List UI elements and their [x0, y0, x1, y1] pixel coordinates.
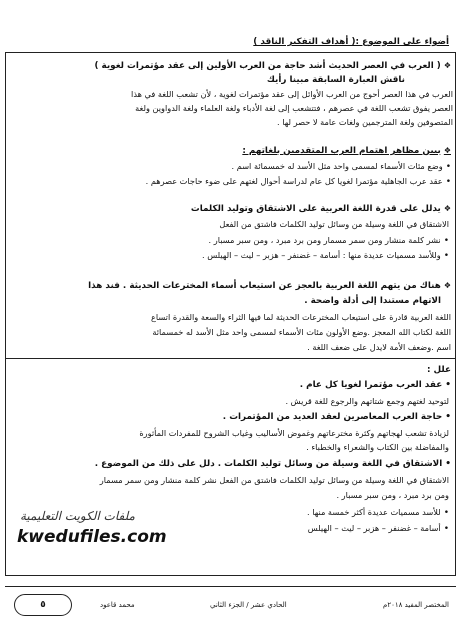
section-4-heading: الاتهام مستندا إلى أدلة واضحة . — [304, 296, 441, 306]
list-item: •عقد عرب الجاهلية مؤتمرا لغويا كل عام لدراسة أحوال لغتهم على ضوء حاجات عصرهم . — [145, 176, 451, 187]
diamond-bullet-icon: ❖ — [443, 204, 451, 213]
section-4-line: اللغة العربية قادرة على استيعاب المخترعات الحديثة لما فيها الثراء والسعة والقدرة اتساع — [151, 312, 451, 322]
reason-text: ومن برد مبرد ، ومن سبر مسبار . — [336, 490, 449, 500]
list-item: •نشر كلمة منشار ومن سمر مسمار ومن برد مبرد ، ومن سبر مسبار . — [208, 235, 449, 246]
section-1-line: العرب في هذا العصر أحوج من العرب الأوائل إلى عقد مؤتمرات لغوية ، لأن تشعب اللغة في هذا — [131, 89, 453, 99]
bullet-icon: • — [445, 412, 451, 422]
footer-grade: الحادي عشر / الجزء الثاني — [210, 601, 287, 609]
section-3-line: الاشتقاق في اللغة وسيلة من وسائل توليد الكلمات فاشتق من الفعل — [219, 219, 449, 229]
section-1-heading: ❖( العرب في العصر الحديث أشد حاجة من العرب الأولين إلى عقد مؤتمرات لغوية ) — [94, 61, 451, 71]
section-2-heading: ❖بيين مظاهر اهتمام العرب المتقدمين بلغاتهم : — [242, 146, 451, 156]
section-5-label: علل : — [426, 365, 451, 375]
watermark-link[interactable]: kwedufiles.com — [17, 527, 167, 547]
bullet-icon: • — [443, 524, 449, 534]
bullet-icon: • — [445, 162, 451, 172]
bullet-icon: • — [443, 236, 449, 246]
reason-text: لزيادة تشعب لهجاتهم وكثرة مخترعاتهم وغموض الأساليب وغياب الشروح للمفردات المأثورة — [139, 428, 449, 438]
section-1-subheading: ناقش العبارة السابقة مبينا رأيك — [266, 75, 405, 85]
section-3-heading: ❖يدلل على قدرة اللغة العربية على الاشتقاق وتوليد الكلمات — [190, 204, 451, 214]
list-item: •أسامة – غضنفر – هزبر – ليث – الهيلس — [307, 523, 449, 534]
bullet-icon: • — [445, 459, 451, 469]
bullet-icon: • — [443, 251, 449, 261]
reason-text: الاشتقاق في اللغة وسيلة من وسائل توليد الكلمات فاشتق من الفعل نشر كلمة منشار ومن سمر مسمار — [99, 475, 449, 485]
reason-text: لتوحيد لغتهم وجمع شتاتهم والرجوع للغة قريش . — [285, 396, 449, 406]
section-4-heading: ❖هناك من يتهم اللغة العربية بالعجز عن استيعاب أسماء المخترعات الحديثة . فند هذا — [88, 281, 451, 291]
reason-text: والمفاضلة بين الكتاب والشعراء والخطباء . — [306, 442, 449, 452]
bullet-icon: • — [443, 508, 449, 518]
divider — [5, 358, 456, 359]
footer-book: المختصر المفيد ٢٠١٨م — [383, 601, 449, 609]
list-item: •وضع مئات الأسماء لمسمى واحد مثل الأسد له خمسمائة اسم . — [231, 161, 451, 172]
section-4-line: اللغة لكتاب الله المعجز .وضع الأولون مئات الأسماء لمسمى واحد مثل الأسد له خمسمائة — [152, 327, 451, 337]
diamond-bullet-icon: ❖ — [443, 61, 451, 70]
reason-heading: •الاشتقاق في اللغة وسيلة من وسائل توليد الكلمات . دلل على ذلك من الموضوع . — [94, 459, 451, 469]
section-1-line: العصر يفوق تشعب اللغة في عصرهم ، فتتشعب إلى لغة الأدباء ولغة العلماء ولغة الدواوين ولغة — [135, 103, 453, 113]
diamond-bullet-icon: ❖ — [443, 146, 451, 155]
list-item: •وللأسد مسميات عديدة منها : أسامة – غضنفر – هزبر – ليث – الهيلس . — [202, 250, 449, 261]
reason-heading: •عقد العرب مؤتمرا لغويا كل عام . — [299, 380, 451, 390]
diamond-bullet-icon: ❖ — [443, 281, 451, 290]
footer-divider — [5, 586, 456, 587]
page-title: أضواء على الموضوع :( أهداف التفكير الناقد ) — [253, 37, 449, 47]
section-4-line: اسم .وضعف الأمة لايدل على ضعف اللغة . — [307, 342, 451, 352]
footer-author: محمد قاعود — [100, 601, 135, 609]
section-1-line: المتصوفين ولغة المترجمين ولغات عامة لا حصر لها . — [277, 117, 453, 127]
watermark-arabic: ملفات الكويت التعليمية — [20, 509, 135, 523]
list-item: •للأسد مسميات عديدة أكثر خمسة منها . — [307, 507, 449, 518]
bullet-icon: • — [445, 177, 451, 187]
page-number-box: ٥ — [14, 594, 72, 616]
reason-heading: •حاجة العرب المعاصرين لعقد العديد من المؤتمرات . — [222, 412, 451, 422]
bullet-icon: • — [445, 380, 451, 390]
